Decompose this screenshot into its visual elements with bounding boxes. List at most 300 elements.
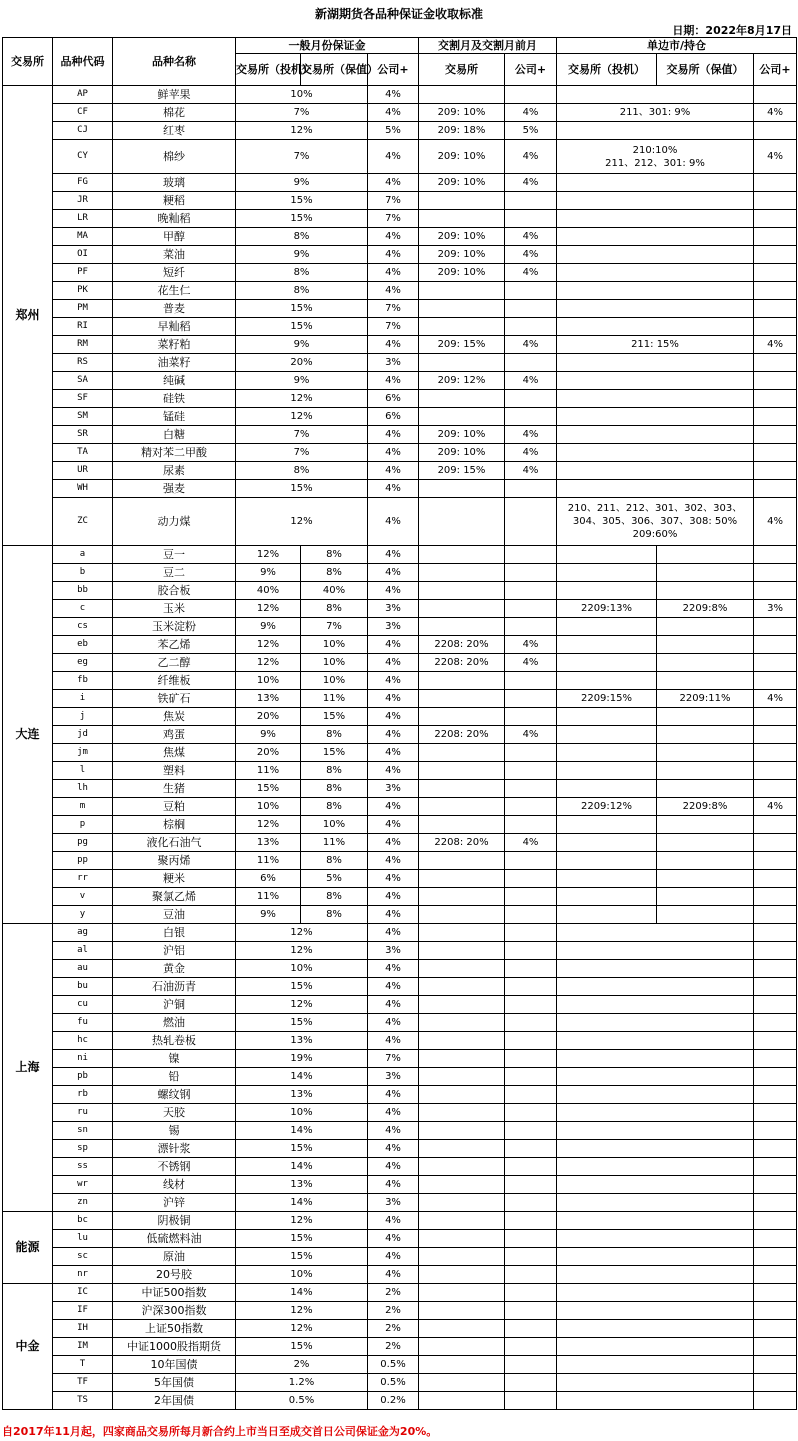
- unilateral-company-margin: [754, 1194, 797, 1212]
- delivery-company-margin: [505, 888, 557, 906]
- product-code: nr: [53, 1266, 113, 1284]
- product-name: 粳稻: [113, 192, 236, 210]
- general-company-margin: 4%: [368, 1212, 419, 1230]
- delivery-company-margin: [505, 1302, 557, 1320]
- unilateral-company-margin: [754, 1050, 797, 1068]
- general-exchange-margin: 15%: [236, 318, 368, 336]
- product-name: 原油: [113, 1248, 236, 1266]
- unilateral-spec-margin: [557, 816, 657, 834]
- unilateral-company-margin: [754, 744, 797, 762]
- delivery-company-margin: [505, 798, 557, 816]
- unilateral-exchange-margin: [557, 1104, 754, 1122]
- table-row: [3, 1230, 797, 1248]
- unilateral-company-margin: 4%: [754, 336, 797, 354]
- product-name: 铅: [113, 1068, 236, 1086]
- header-delivery: 交割月及交割月前月: [419, 38, 557, 54]
- header-exchange: 交易所: [3, 38, 53, 86]
- general-company-margin: 7%: [368, 192, 419, 210]
- product-name: 鲜苹果: [113, 86, 236, 104]
- delivery-company-margin: [505, 498, 557, 546]
- product-name: 上证50指数: [113, 1320, 236, 1338]
- unilateral-company-margin: [754, 426, 797, 444]
- header-unilateral: 单边市/持仓: [557, 38, 797, 54]
- exchange-name: 大连: [3, 546, 53, 924]
- general-company-margin: 4%: [368, 228, 419, 246]
- product-name: 精对苯二甲酸: [113, 444, 236, 462]
- product-name: 粳米: [113, 870, 236, 888]
- unilateral-exchange-margin: [557, 246, 754, 264]
- delivery-exchange-margin: [419, 1248, 505, 1266]
- general-exchange-margin: 7%: [236, 104, 368, 122]
- general-company-margin: 4%: [368, 426, 419, 444]
- unilateral-spec-margin: [557, 618, 657, 636]
- delivery-exchange-margin: [419, 906, 505, 924]
- unilateral-exchange-margin: 211、301: 9%: [557, 104, 754, 122]
- table-row: [3, 1212, 797, 1230]
- unilateral-company-margin: [754, 1338, 797, 1356]
- general-company-margin: 7%: [368, 1050, 419, 1068]
- product-name: 动力煤: [113, 498, 236, 546]
- unilateral-company-margin: 4%: [754, 690, 797, 708]
- unilateral-company-margin: [754, 122, 797, 140]
- delivery-exchange-margin: [419, 390, 505, 408]
- unilateral-spec-margin: [557, 744, 657, 762]
- delivery-exchange-margin: 209: 10%: [419, 140, 505, 174]
- general-hedge-margin: 10%: [301, 816, 368, 834]
- general-exchange-margin: 8%: [236, 264, 368, 282]
- unilateral-exchange-margin: [557, 1176, 754, 1194]
- general-company-margin: 4%: [368, 1176, 419, 1194]
- product-code: sp: [53, 1140, 113, 1158]
- unilateral-hedge-margin: 2209:11%: [657, 690, 754, 708]
- table-row: [3, 246, 797, 264]
- unilateral-company-margin: [754, 1302, 797, 1320]
- general-exchange-margin: 14%: [236, 1158, 368, 1176]
- general-exchange-margin: 9%: [236, 372, 368, 390]
- unilateral-company-margin: 4%: [754, 140, 797, 174]
- product-name: 花生仁: [113, 282, 236, 300]
- table-row: [3, 426, 797, 444]
- unilateral-company-margin: [754, 762, 797, 780]
- unilateral-company-margin: [754, 978, 797, 996]
- delivery-company-margin: [505, 816, 557, 834]
- table-row: [3, 1050, 797, 1068]
- product-code: wr: [53, 1176, 113, 1194]
- general-company-margin: 3%: [368, 942, 419, 960]
- delivery-company-margin: [505, 762, 557, 780]
- delivery-company-margin: [505, 318, 557, 336]
- delivery-company-margin: [505, 708, 557, 726]
- unilateral-hedge-margin: [657, 888, 754, 906]
- table-row: [3, 1266, 797, 1284]
- table-row: [3, 1158, 797, 1176]
- general-exchange-margin: 12%: [236, 1320, 368, 1338]
- header-general: 一般月份保证金: [236, 38, 419, 54]
- table-row: [3, 546, 797, 564]
- unilateral-company-margin: 4%: [754, 498, 797, 546]
- delivery-exchange-margin: [419, 960, 505, 978]
- delivery-exchange-margin: [419, 1176, 505, 1194]
- product-code: a: [53, 546, 113, 564]
- unilateral-company-margin: [754, 852, 797, 870]
- unilateral-spec-margin: [557, 852, 657, 870]
- delivery-company-margin: [505, 600, 557, 618]
- product-name: 塑料: [113, 762, 236, 780]
- product-code: FG: [53, 174, 113, 192]
- unilateral-company-margin: [754, 1230, 797, 1248]
- unilateral-spec-margin: [557, 636, 657, 654]
- delivery-company-margin: [505, 1032, 557, 1050]
- table-row: [3, 690, 797, 708]
- unilateral-hedge-margin: [657, 870, 754, 888]
- product-name: 纤维板: [113, 672, 236, 690]
- product-name: 白银: [113, 924, 236, 942]
- table-row: [3, 618, 797, 636]
- general-spec-margin: 9%: [236, 618, 301, 636]
- general-exchange-margin: 15%: [236, 1140, 368, 1158]
- product-name: 红枣: [113, 122, 236, 140]
- delivery-company-margin: [505, 1284, 557, 1302]
- delivery-exchange-margin: 209: 10%: [419, 174, 505, 192]
- product-code: CJ: [53, 122, 113, 140]
- delivery-company-margin: 4%: [505, 726, 557, 744]
- product-name: 硅铁: [113, 390, 236, 408]
- product-code: pb: [53, 1068, 113, 1086]
- delivery-exchange-margin: [419, 86, 505, 104]
- delivery-exchange-margin: [419, 1032, 505, 1050]
- product-name: 短纤: [113, 264, 236, 282]
- unilateral-exchange-margin: [557, 300, 754, 318]
- delivery-exchange-margin: [419, 1194, 505, 1212]
- product-code: c: [53, 600, 113, 618]
- product-name: 焦煤: [113, 744, 236, 762]
- delivery-company-margin: [505, 564, 557, 582]
- unilateral-company-margin: [754, 1212, 797, 1230]
- delivery-exchange-margin: [419, 1374, 505, 1392]
- general-company-margin: 4%: [368, 888, 419, 906]
- general-company-margin: 4%: [368, 654, 419, 672]
- header-delivery-exchange: 交易所: [419, 54, 505, 86]
- general-hedge-margin: 11%: [301, 690, 368, 708]
- delivery-exchange-margin: [419, 210, 505, 228]
- delivery-exchange-margin: [419, 318, 505, 336]
- product-name: 豆油: [113, 906, 236, 924]
- general-company-margin: 4%: [368, 690, 419, 708]
- product-name: 黄金: [113, 960, 236, 978]
- delivery-exchange-margin: [419, 942, 505, 960]
- general-hedge-margin: 8%: [301, 798, 368, 816]
- general-company-margin: 2%: [368, 1338, 419, 1356]
- unilateral-company-margin: [754, 654, 797, 672]
- product-code: fu: [53, 1014, 113, 1032]
- unilateral-company-margin: [754, 210, 797, 228]
- delivery-exchange-margin: 2208: 20%: [419, 834, 505, 852]
- product-name: 晚籼稻: [113, 210, 236, 228]
- exchange-name: 能源: [3, 1212, 53, 1284]
- product-code: IH: [53, 1320, 113, 1338]
- general-company-margin: 4%: [368, 978, 419, 996]
- product-name: 聚氯乙烯: [113, 888, 236, 906]
- product-code: CF: [53, 104, 113, 122]
- product-code: WH: [53, 480, 113, 498]
- table-row: [3, 672, 797, 690]
- product-code: PK: [53, 282, 113, 300]
- delivery-company-margin: 4%: [505, 654, 557, 672]
- table-row: [3, 372, 797, 390]
- delivery-exchange-margin: [419, 690, 505, 708]
- product-code: v: [53, 888, 113, 906]
- table-row: [3, 318, 797, 336]
- general-company-margin: 3%: [368, 1194, 419, 1212]
- general-company-margin: 4%: [368, 636, 419, 654]
- general-exchange-margin: 14%: [236, 1194, 368, 1212]
- table-row: [3, 264, 797, 282]
- margin-table: [2, 37, 797, 1410]
- unilateral-company-margin: [754, 174, 797, 192]
- unilateral-hedge-margin: 2209:8%: [657, 600, 754, 618]
- table-row: [3, 870, 797, 888]
- unilateral-exchange-margin: [557, 1014, 754, 1032]
- delivery-exchange-margin: [419, 1122, 505, 1140]
- delivery-company-margin: [505, 390, 557, 408]
- general-exchange-margin: 15%: [236, 480, 368, 498]
- unilateral-company-margin: [754, 354, 797, 372]
- delivery-company-margin: [505, 1050, 557, 1068]
- general-spec-margin: 9%: [236, 564, 301, 582]
- product-name: 纯碱: [113, 372, 236, 390]
- product-code: IM: [53, 1338, 113, 1356]
- general-company-margin: 4%: [368, 852, 419, 870]
- unilateral-company-margin: [754, 942, 797, 960]
- table-row: [3, 564, 797, 582]
- general-company-margin: 4%: [368, 960, 419, 978]
- delivery-exchange-margin: [419, 1050, 505, 1068]
- unilateral-company-margin: [754, 86, 797, 104]
- delivery-company-margin: 4%: [505, 140, 557, 174]
- unilateral-exchange-margin: [557, 1086, 754, 1104]
- general-company-margin: 4%: [368, 816, 419, 834]
- product-code: IC: [53, 1284, 113, 1302]
- general-hedge-margin: 5%: [301, 870, 368, 888]
- general-hedge-margin: 40%: [301, 582, 368, 600]
- general-company-margin: 3%: [368, 354, 419, 372]
- unilateral-company-margin: [754, 1140, 797, 1158]
- table-row: [3, 1302, 797, 1320]
- general-spec-margin: 11%: [236, 762, 301, 780]
- unilateral-exchange-margin: 210:10% 211、212、301: 9%: [557, 140, 754, 174]
- product-code: ss: [53, 1158, 113, 1176]
- unilateral-hedge-margin: [657, 744, 754, 762]
- general-company-margin: 4%: [368, 924, 419, 942]
- unilateral-hedge-margin: 2209:8%: [657, 798, 754, 816]
- general-company-margin: 0.2%: [368, 1392, 419, 1410]
- unilateral-exchange-margin: [557, 174, 754, 192]
- unilateral-exchange-margin: 211: 15%: [557, 336, 754, 354]
- product-name: 低硫燃料油: [113, 1230, 236, 1248]
- unilateral-spec-margin: [557, 582, 657, 600]
- general-company-margin: 3%: [368, 618, 419, 636]
- delivery-company-margin: [505, 354, 557, 372]
- table-row: [3, 1176, 797, 1194]
- general-company-margin: 3%: [368, 600, 419, 618]
- unilateral-exchange-margin: [557, 408, 754, 426]
- product-name: 不锈钢: [113, 1158, 236, 1176]
- product-name: 中证1000股指期货: [113, 1338, 236, 1356]
- product-name: 菜籽粕: [113, 336, 236, 354]
- delivery-exchange-margin: 209: 10%: [419, 228, 505, 246]
- product-name: 白糖: [113, 426, 236, 444]
- general-company-margin: 2%: [368, 1320, 419, 1338]
- general-spec-margin: 20%: [236, 708, 301, 726]
- unilateral-company-margin: [754, 228, 797, 246]
- general-hedge-margin: 11%: [301, 834, 368, 852]
- table-row: [3, 600, 797, 618]
- delivery-exchange-margin: [419, 978, 505, 996]
- unilateral-hedge-margin: [657, 852, 754, 870]
- general-hedge-margin: 15%: [301, 744, 368, 762]
- unilateral-exchange-margin: [557, 1374, 754, 1392]
- product-code: JR: [53, 192, 113, 210]
- product-code: ZC: [53, 498, 113, 546]
- general-exchange-margin: 12%: [236, 996, 368, 1014]
- general-company-margin: 4%: [368, 1104, 419, 1122]
- unilateral-company-margin: [754, 726, 797, 744]
- unilateral-exchange-margin: [557, 1356, 754, 1374]
- general-exchange-margin: 15%: [236, 1230, 368, 1248]
- delivery-company-margin: [505, 960, 557, 978]
- unilateral-exchange-margin: [557, 1032, 754, 1050]
- unilateral-company-margin: [754, 906, 797, 924]
- general-hedge-margin: 10%: [301, 636, 368, 654]
- general-exchange-margin: 15%: [236, 978, 368, 996]
- product-code: LR: [53, 210, 113, 228]
- unilateral-spec-margin: 2209:12%: [557, 798, 657, 816]
- delivery-exchange-margin: [419, 1392, 505, 1410]
- general-company-margin: 4%: [368, 86, 419, 104]
- general-company-margin: 4%: [368, 564, 419, 582]
- unilateral-exchange-margin: [557, 978, 754, 996]
- product-code: IF: [53, 1302, 113, 1320]
- general-exchange-margin: 12%: [236, 408, 368, 426]
- unilateral-exchange-margin: [557, 1284, 754, 1302]
- unilateral-company-margin: [754, 780, 797, 798]
- unilateral-exchange-margin: [557, 390, 754, 408]
- product-code: RI: [53, 318, 113, 336]
- delivery-exchange-margin: [419, 1230, 505, 1248]
- product-code: UR: [53, 462, 113, 480]
- product-code: PM: [53, 300, 113, 318]
- table-row: [3, 1338, 797, 1356]
- unilateral-hedge-margin: [657, 726, 754, 744]
- general-company-margin: 4%: [368, 582, 419, 600]
- table-row: [3, 1104, 797, 1122]
- general-company-margin: 4%: [368, 1086, 419, 1104]
- product-code: SF: [53, 390, 113, 408]
- delivery-company-margin: [505, 1230, 557, 1248]
- delivery-company-margin: 4%: [505, 246, 557, 264]
- delivery-company-margin: [505, 192, 557, 210]
- unilateral-exchange-margin: 210、211、212、301、302、303、 304、305、306、307、308: 50% 209:60%: [557, 498, 754, 546]
- delivery-company-margin: 4%: [505, 372, 557, 390]
- delivery-company-margin: [505, 1194, 557, 1212]
- product-name: 生猪: [113, 780, 236, 798]
- product-code: bb: [53, 582, 113, 600]
- unilateral-company-margin: [754, 672, 797, 690]
- unilateral-hedge-margin: [657, 564, 754, 582]
- delivery-exchange-margin: [419, 924, 505, 942]
- general-company-margin: 4%: [368, 1122, 419, 1140]
- delivery-company-margin: [505, 480, 557, 498]
- unilateral-exchange-margin: [557, 960, 754, 978]
- delivery-exchange-margin: [419, 480, 505, 498]
- delivery-exchange-margin: [419, 354, 505, 372]
- delivery-exchange-margin: 209: 18%: [419, 122, 505, 140]
- table-row: [3, 1284, 797, 1302]
- unilateral-company-margin: [754, 924, 797, 942]
- general-exchange-margin: 10%: [236, 1266, 368, 1284]
- product-code: y: [53, 906, 113, 924]
- delivery-exchange-margin: 209: 10%: [419, 246, 505, 264]
- unilateral-company-margin: [754, 996, 797, 1014]
- delivery-exchange-margin: 209: 10%: [419, 426, 505, 444]
- general-company-margin: 3%: [368, 1068, 419, 1086]
- unilateral-exchange-margin: [557, 1302, 754, 1320]
- product-code: lu: [53, 1230, 113, 1248]
- delivery-exchange-margin: [419, 600, 505, 618]
- delivery-company-margin: [505, 1140, 557, 1158]
- general-company-margin: 4%: [368, 798, 419, 816]
- exchange-name: 中金: [3, 1284, 53, 1410]
- product-name: 棉花: [113, 104, 236, 122]
- unilateral-company-margin: 4%: [754, 798, 797, 816]
- unilateral-company-margin: [754, 1086, 797, 1104]
- product-name: 漂针浆: [113, 1140, 236, 1158]
- product-name: 螺纹钢: [113, 1086, 236, 1104]
- unilateral-spec-margin: 2209:15%: [557, 690, 657, 708]
- general-company-margin: 4%: [368, 1266, 419, 1284]
- unilateral-spec-margin: [557, 834, 657, 852]
- product-name: 强麦: [113, 480, 236, 498]
- delivery-company-margin: [505, 1320, 557, 1338]
- unilateral-exchange-margin: [557, 1122, 754, 1140]
- delivery-company-margin: 4%: [505, 104, 557, 122]
- header-general-hedge: 交易所（保值）: [301, 54, 368, 86]
- delivery-exchange-margin: [419, 870, 505, 888]
- unilateral-company-margin: [754, 1320, 797, 1338]
- delivery-exchange-margin: [419, 408, 505, 426]
- delivery-exchange-margin: [419, 1014, 505, 1032]
- product-code: TS: [53, 1392, 113, 1410]
- general-company-margin: 0.5%: [368, 1356, 419, 1374]
- general-exchange-margin: 13%: [236, 1032, 368, 1050]
- delivery-exchange-margin: [419, 1302, 505, 1320]
- delivery-company-margin: [505, 86, 557, 104]
- unilateral-exchange-margin: [557, 1266, 754, 1284]
- general-company-margin: 6%: [368, 408, 419, 426]
- delivery-company-margin: [505, 1086, 557, 1104]
- general-company-margin: 4%: [368, 1014, 419, 1032]
- product-code: CY: [53, 140, 113, 174]
- general-company-margin: 4%: [368, 906, 419, 924]
- general-spec-margin: 12%: [236, 636, 301, 654]
- unilateral-exchange-margin: [557, 480, 754, 498]
- delivery-company-margin: 4%: [505, 444, 557, 462]
- unilateral-spec-margin: [557, 564, 657, 582]
- general-exchange-margin: 8%: [236, 228, 368, 246]
- unilateral-spec-margin: [557, 672, 657, 690]
- product-code: SR: [53, 426, 113, 444]
- delivery-company-margin: [505, 1374, 557, 1392]
